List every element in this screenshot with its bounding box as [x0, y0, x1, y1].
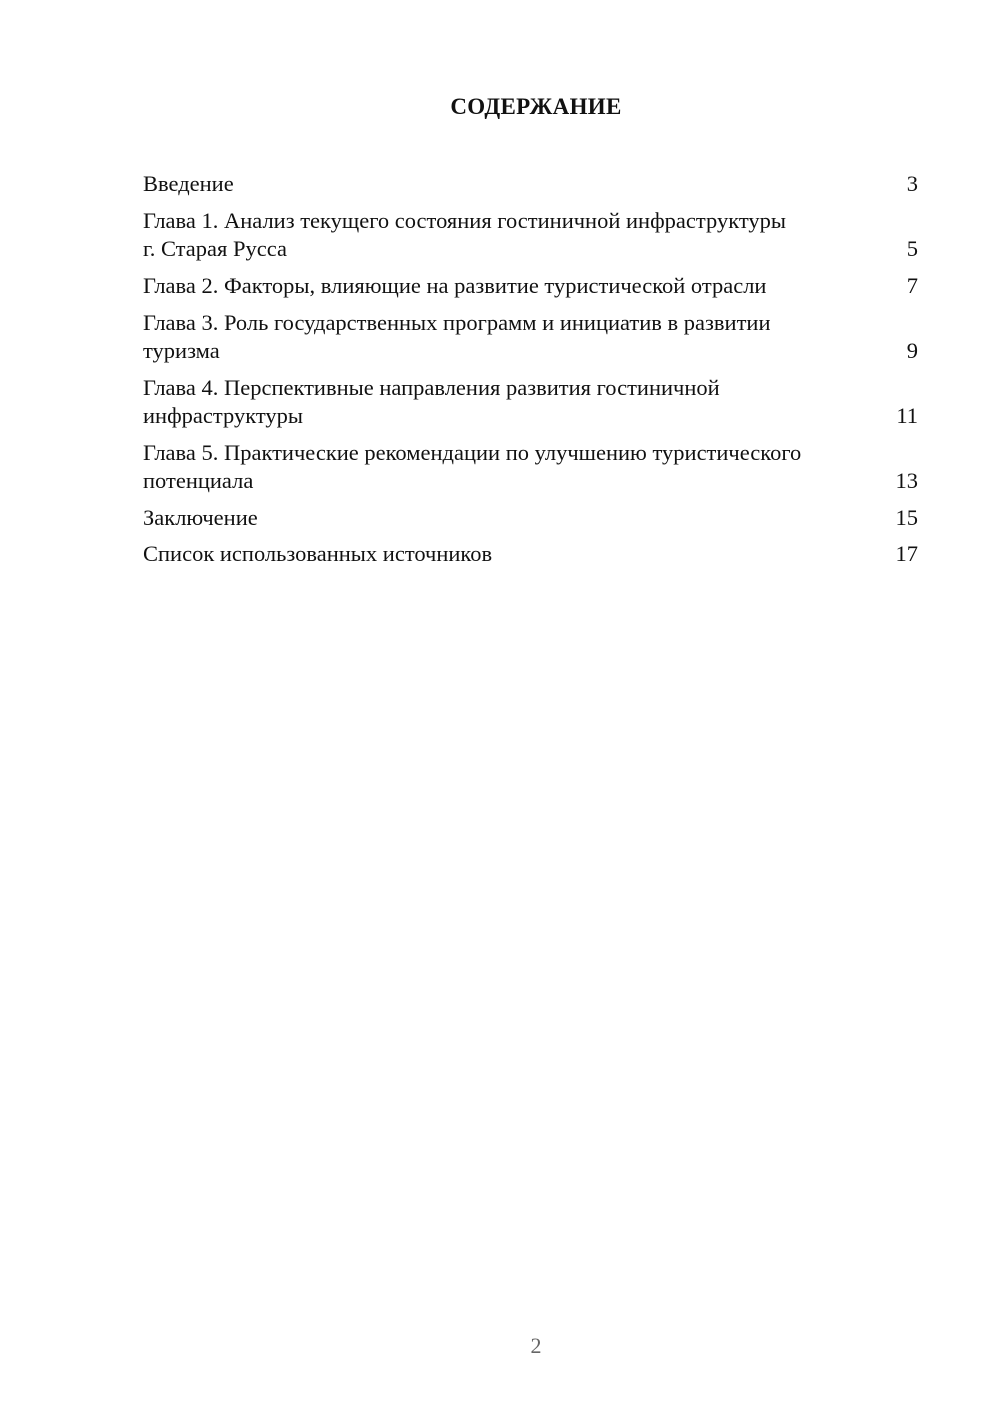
- toc-entry-title: Введение: [143, 171, 234, 196]
- toc-entry-page: 5: [906, 235, 918, 261]
- toc-entry-chapter-5: [143, 439, 918, 495]
- table-of-contents: [143, 170, 918, 577]
- toc-entry-page: 13: [895, 467, 918, 493]
- toc-entry-title: Глава 3. Роль государственных программ и инициатив в развитии туризма: [143, 309, 771, 363]
- toc-entry-title: Глава 4. Перспективные направления развития гостиничной инфраструктуры: [143, 374, 720, 428]
- toc-entry-introduction: [143, 170, 918, 198]
- toc-entry-title: Глава 5. Практические рекомендации по улучшению туристического потенциала: [143, 439, 802, 493]
- toc-entry-chapter-2: [143, 272, 918, 300]
- toc-entry-title: Глава 2. Факторы, влияющие на развитие туристической отрасли: [143, 272, 767, 298]
- toc-entry-page: 11: [896, 402, 918, 428]
- toc-entry-title: Заключение: [143, 504, 258, 530]
- toc-entry-title: Список использованных источников: [143, 541, 493, 566]
- page-title: СОДЕРЖАНИЕ: [450, 94, 622, 119]
- toc-entry-page: 3: [906, 171, 918, 196]
- toc-entry-page: 15: [895, 504, 918, 530]
- toc-entry-chapter-4: [143, 374, 918, 430]
- toc-entry-conclusion: [143, 504, 918, 532]
- toc-entry-chapter-1: [143, 207, 918, 263]
- toc-entry-page: 17: [895, 541, 918, 566]
- toc-entry-chapter-3: [143, 309, 918, 365]
- toc-entry-references: [143, 540, 918, 568]
- toc-entry-page: 7: [906, 272, 918, 298]
- page-number: 2: [530, 1333, 542, 1358]
- toc-entry-page: 9: [906, 337, 918, 363]
- toc-entry-title: Глава 1. Анализ текущего состояния гостиничной инфраструктуры г. Старая Русса: [143, 207, 786, 261]
